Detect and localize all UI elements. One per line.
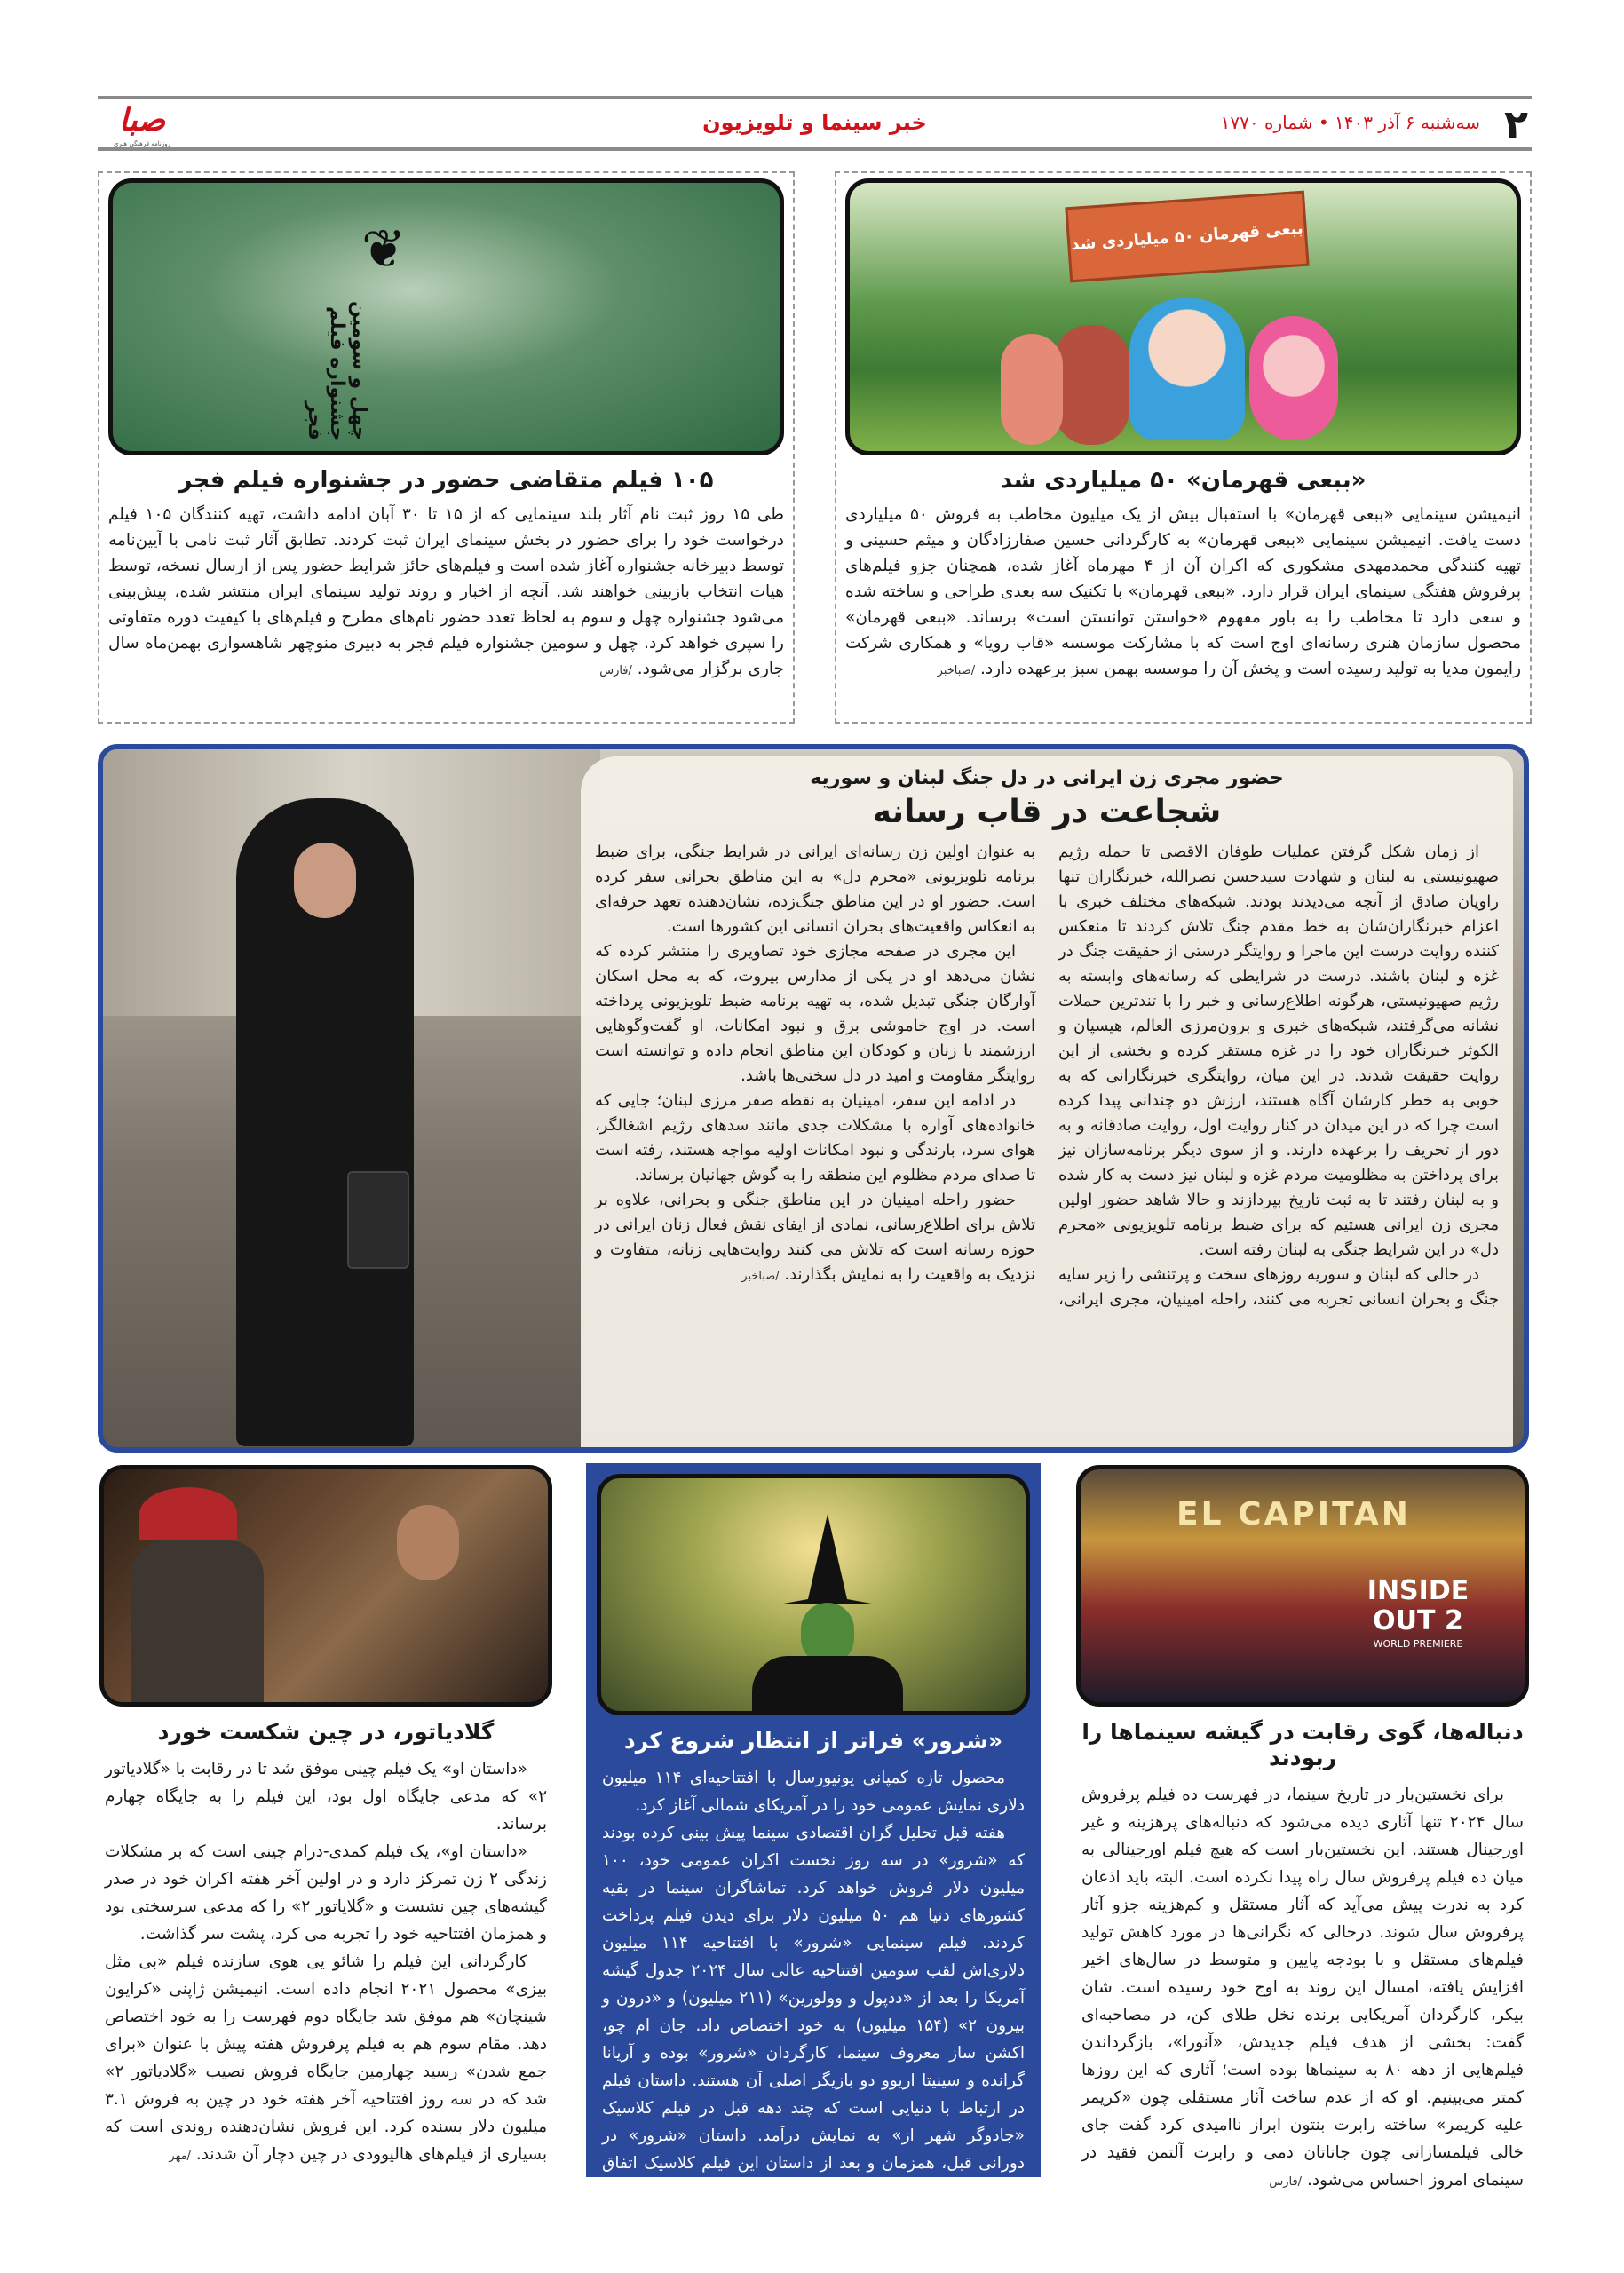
source-credit: /صباخبر — [741, 1270, 780, 1283]
wicked-still-image — [597, 1474, 1030, 1715]
animation-still-image — [845, 178, 1521, 455]
marquee-text: EL CAPITAN — [1176, 1496, 1411, 1532]
el-capitan-theatre-image — [1076, 1465, 1529, 1707]
shoulder-bag — [347, 1171, 409, 1269]
article-body: انیمیشن سینمایی «ببعی قهرمان» با استقبال بیش از یک میلیون مخاطب به فروش ۵۰ میلیاردی دست یافت. انیمیشن سینمایی «ببعی قهرمان» به کارگردانی حسین صفارزادگان و میثم حسینی و تهیه کنندگی محمدمهدی مشکوری که اکران آن از ۴ مهرماه آغاز شده، همچنان جزو فیلم‌های پرفروش هفتگی سینمای ایران قرار دارد. «ببعی قهرمان» با تکنیک سه بعدی طراحی و ساخته شده و سعی دارد تا مخاطب را به باور مفهوم «خواستن توانستن است» برساند. «ببعی قهرمان» محصول سازمان هنری رسانه‌ای اوج است که با مشارکت موسسه «قاب رویا» و همکاری شرکت رایمون مدیا به تولید رسیده است و پخش آن را موسسه بهمن سبز برعهده دارد. /صباخبر — [845, 505, 1521, 678]
feature-body-columns — [595, 840, 1499, 1312]
fajr-poster-image — [108, 178, 784, 455]
headline: ۱۰۵ فیلم متقاضی حضور در جشنواره فیلم فجر — [178, 467, 714, 494]
logo-text: صبا — [118, 102, 166, 139]
wooden-sign: ببعی قهرمان ۵۰ میلیاردی شد — [1065, 191, 1309, 283]
feature-text-panel — [581, 756, 1513, 1447]
article-body: محصول تازه کمپانی یونیورسال با افتتاحیه‌ای ۱۱۴ میلیون دلاری نمایش عمومی خود را در آمریکای شمالی آغاز کرد. هفته قبل تحلیل گران اقتصادی سینما پیش بینی کرده بودند که «شرور» در سه روز نخست اکران عمومی خود، ۱۰۰ میلیون دلار فروش خواهد کرد. تماشاگران سینما در بقیه کشورهای دنیا هم ۵۰ میلیون دلار برای دیدن فیلم پرداخت کردند. فیلم سینمایی «شرور» با افتتاحیه ۱۱۴ میلیون دلاری‌اش لقب سومین افتتاحیه عالی سال ۲۰۲۴ جدول گیشه آمریکا را بعد از «ددپول و وولورین» (۲۱۱ میلیون) و «درون و بیرون ۲» (۱۵۴ میلیون) به خود اختصاص داد. جان ام چو، اکشن ساز معروف سینما، کارگردان «شرور» بوده و آریانا گرانده و سینیتا اریوو دو بازیگر اصلی آن هستند. داستان فیلم در ارتباط با دنیایی است که چند دهه قبل در فیلم کلاسیک «جادوگر شهر از» به نمایش درآمد. داستان «شرور» در دورانی قبل، همزمان و بعد از داستان این فیلم کلاسیک اتفاق می‌افتد. /صباخبر — [602, 1769, 1025, 2200]
poster-subtitle: WORLD PREMIERE — [1373, 1638, 1463, 1650]
issue-date: سه‌شنبه ۶ آذر ۱۴۰۳ • شماره ۱۷۷۰ — [1220, 112, 1480, 133]
section-title: خبر سینما و تلویزیون — [702, 110, 927, 135]
feature-paragraph: این مجری در صفحه مجازی خود تصاویری را منتشر کرده که نشان می‌دهد او در یکی از مدارس بیروت، که به محل اسکان آوارگان جنگی تبدیل شده، به تهیه برنامه ضبط تلویزیونی پرداخته است. در اوج خاموشی برق و نبود امکانات، او گفت‌وگوهایی ارزشمند با زنان و کودکان این مناطق انجام داده و توانسته است روایتگر مقاومت و امید در دل سختی‌ها باشد. — [595, 942, 1035, 1085]
character-pink-hair — [1249, 316, 1338, 440]
logo-tagline: روزنامه فرهنگی هنری — [113, 140, 171, 147]
newspaper-logo[interactable] — [99, 101, 185, 147]
source-credit: /مهر — [169, 2150, 191, 2163]
article-body: طی ۱۵ روز ثبت نام آثار بلند سینمایی که از ۱۵ تا ۳۰ آبان ادامه داشت، تهیه کنندگان ۱۰۵ فیلم درخواست خود را برای حضور در بخش سینمای ایران ثبت کردند. تطابق آثار ثبت نامی با آیین‌نامه توسط دبیرخانه جشنواره آغاز شده است و فیلم‌های حائز شرایط حضور پس از ارسال نسخه، توسط هیات انتخاب بازبینی خواهند شد. آنچه از اخبار و روند تولید سینمای ایران منتشر شده، پیش‌بینی می‌شود جشنواره چهل و سوم به لحاظ تعدد حضور نام‌های مطرح و فیلم‌های با کیفیت دوره متفاوتی را سپری خواهد کرد. چهل و سومین جشنواره فیلم فجر به دبیری منوچهر شاهسواری بهمن‌ماه سال جاری برگزار می‌شود. /فارس — [108, 505, 785, 678]
feature-article — [98, 744, 1529, 1453]
presenter-figure — [236, 798, 414, 1446]
headline: «ببعی قهرمان» ۵۰ میلیاردی شد — [1000, 467, 1367, 494]
source-credit: /فارس — [1269, 2175, 1303, 2189]
actor-face — [397, 1505, 459, 1580]
witch-cloak — [752, 1656, 903, 1715]
masthead — [98, 96, 1532, 151]
character-blue-hair — [1129, 298, 1245, 440]
simorgh-logo-icon: ❦ — [361, 218, 407, 281]
article-body: برای نخستین‌بار در تاریخ سینما، در فهرست ده فیلم پرفروش سال ۲۰۲۴ تنها آثاری دیده می‌شود که دنباله‌های پرهزینه و غیر اورجینال هستند. این نخستین‌بار است که هیچ فیلم اورجینالی به میان ده فیلم پرفروش سال راه پیدا نکرده است. البته باید اذعان کرد به ندرت پیش می‌آید که آثار مستقل و کم‌هزینه جزو آثار پرفروش سال شوند. درحالی که نگرانی‌ها در مورد کاهش تولید فیلم‌های مستقل و با بودجه پایین و متوسط در سال‌های اخیر افزایش یافته، امسال این روند به اوج خود رسیده است. شان بیکر، کارگردان آمریکایی برنده نخل طلای کن، در مصاحبه‌ای گفت: بخشی از هدف فیلم جدیدش، «آنورا»، بازگرداندن فیلم‌هایی از دهه ۸۰ به سینماها بوده است؛ آثاری که این روزها کمتر می‌بینیم. او که از عدم ساخت آثار مستقلی چون «کریمر علیه کریمر» ساخته رابرت بنتون ابراز ناامیدی کرد گفت جای خالی فیلمسازانی چون جاناتان دمی و رابرت آلتمن فقید در سینمای امروز احساس می‌شود. /فارس — [1081, 1786, 1524, 2190]
helmet-plume — [139, 1487, 237, 1540]
source-credit: /صباخبر — [928, 2186, 966, 2199]
article-body: «داستان او» یک فیلم چینی موفق شد تا در رقابت با «گلادیاتور ۲» که مدعی جایگاه اول بود، این فیلم را به جایگاه چهارم برساند. «داستان او»، یک فیلم کمدی-درام چینی است که بر مشکلات زندگی ۲ زن تمرکز دارد و در اولین آخر هفته اکران خود در صدر گیشه‌های چین نشست و «گلایاتور ۲» را که مدعی سرسختی بود و همزمان افتتاحیه خود را تجربه می کرد، پشت سر گذاشت. کارگردانی این فیلم را شائو یی هوی سازنده فیلم «بی مثل بیزی» محصول ۲۰۲۱ انجام داده است. انیمیشن ژاپنی «کرایون شینچان» هم موفق شد جایگاه دوم فهرست را به خود اختصاص دهد. مقام سوم هم به فیلم پرفروش هفته پیش با عنوان «برای جمع شدن» رسید چهارمین جایگاه فروش نصیب «گلادیاتور ۲» شد که در سه روز افتتاحیه آخر هفته خود در چین به فروش ۳.۱ میلیون دلار بسنده کرد. این فروش نشان‌دهنده روندی است که بسیاری از فیلم‌های هالیوودی در چین دچار آن شدند. /مهر — [105, 1760, 547, 2164]
feature-paragraph: از زمان شکل گرفتن عملیات طوفان الاقصی تا حمله رژیم صهیونیستی به لبنان و شهادت سیدحسن نصرالله، خبرنگاران تنها راویان صادق از آنچه می‌دیدند بودند. شبکه‌های مختلف خبری با اعزام خبرنگاران‌شان به خط مقدم جنگ تلاش کردند تا منعکس کننده روایت درست این ماجرا و روایتگر درستی از حقیقت جنگ در غزه و لبنان باشند. درست در شرایطی که رسانه‌های وابسته به رژیم صهیونیستی، هرگونه اطلاع‌رسانی و خبر را با تندترین حملات نشانه می‌گرفتند، شبکه‌های خبری و برون‌مرزی العالم، هیسپان و الکوثر خبرنگاران خود را در غزه مستقر کرده و بخشی از این روایت حقیقت شدند. در این میان، روایتگری خبرنگارانی که به خوبی به خطر کارشان آگاه هستند، ارزش دو چندانی پیدا کرده است چرا که در این میدان در کنار روایت اول، روایت صادقانه و به دور از تحریف را برعهده دارند. و از سوی دیگر برنامه‌سازان نیز برای پرداختن به مظلومیت مردم غزه و لبنان نیز دست به کار شده و به لبنان رفتند تا به ثبت تاریخ بپردازند و حالا شاهد حضور اولین مجری زن ایرانی هستیم که برای ضبط برنامه تلویزیونی «محرم دل» در این شرایط جنگی به لبنان رفته است. — [1058, 843, 1499, 1259]
headline: گلادیاتور، در چین شکست خورد — [157, 1719, 495, 1745]
headline: «شرور» فراتر از انتظار شروع کرد — [623, 1728, 1003, 1754]
article-wicked — [586, 1463, 1041, 2200]
page-number: ۲ — [1504, 102, 1528, 147]
article-sequels — [1076, 1465, 1529, 2196]
article-fajr-festival — [98, 171, 795, 724]
feature-paragraph: در حالی که لبنان و سوریه روزهای سخت و پرتنشی را زیر سایه جنگ و بحران انسانی تجربه می کنند، راحله امینیان، مجری ایرانی، به عنوان اولین زن رسانه‌ای ایرانی در شرایط جنگی، برای ضبط برنامه تلویزیونی «محرم دل» به این مناطق بحرانی سفر کرده است. حضور او در این مناطق جنگ‌زده، نشان‌دهنده تعهد حرفه‌ای به انعکاس واقعیت‌های بحران انسانی این کشورها است. — [595, 843, 1499, 1309]
character-pig — [1001, 334, 1063, 445]
gladiator-still-image — [99, 1465, 552, 1707]
feature-kicker: حضور مجری زن ایرانی در دل جنگ لبنان و سوریه — [810, 767, 1284, 789]
feature-paragraph: حضور راحله امینیان در این مناطق جنگی و بحرانی، علاوه بر تلاش برای اطلاع‌رسانی، نمادی از ایفای نقش فعال زنان ایرانی در حوزه رسانه است که تلاش می کنند روایت‌هایی زنانه، متفاوت و نزدیک به واقعیت را به نمایش بگذارند. /صباخبر — [595, 1191, 1035, 1284]
feature-title: شجاعت در قاب رسانه — [872, 794, 1222, 830]
source-credit: /فارس — [599, 664, 632, 677]
character-red — [1054, 325, 1129, 445]
poster-title: INSIDE OUT 2 — [1367, 1575, 1470, 1636]
presenter-face — [294, 843, 356, 918]
poster-calligraphy: چهل و سومین جشنواره فیلم فجر — [304, 301, 370, 440]
headline: دنباله‌ها، گوی رقابت در گیشه سینماها را ربودند — [1081, 1719, 1524, 1770]
armored-soldier — [131, 1540, 264, 1707]
feature-paragraph: در ادامه این سفر، امینیان به نقطه صفر مرزی لبنان؛ جایی که خانواده‌های آواره با مشکلات جدی مانند سدهای رژیم اشغالگر، هوای سرد، بارندگی و نبود امکانات اولیه مواجه هستند، رفته است تا صدای مردم مظلوم این منطقه را به گوش جهانیان برساند. — [595, 1091, 1035, 1184]
article-babi-ghahreman — [835, 171, 1532, 724]
source-credit: /صباخبر — [937, 664, 976, 677]
article-gladiator — [99, 1465, 552, 2170]
